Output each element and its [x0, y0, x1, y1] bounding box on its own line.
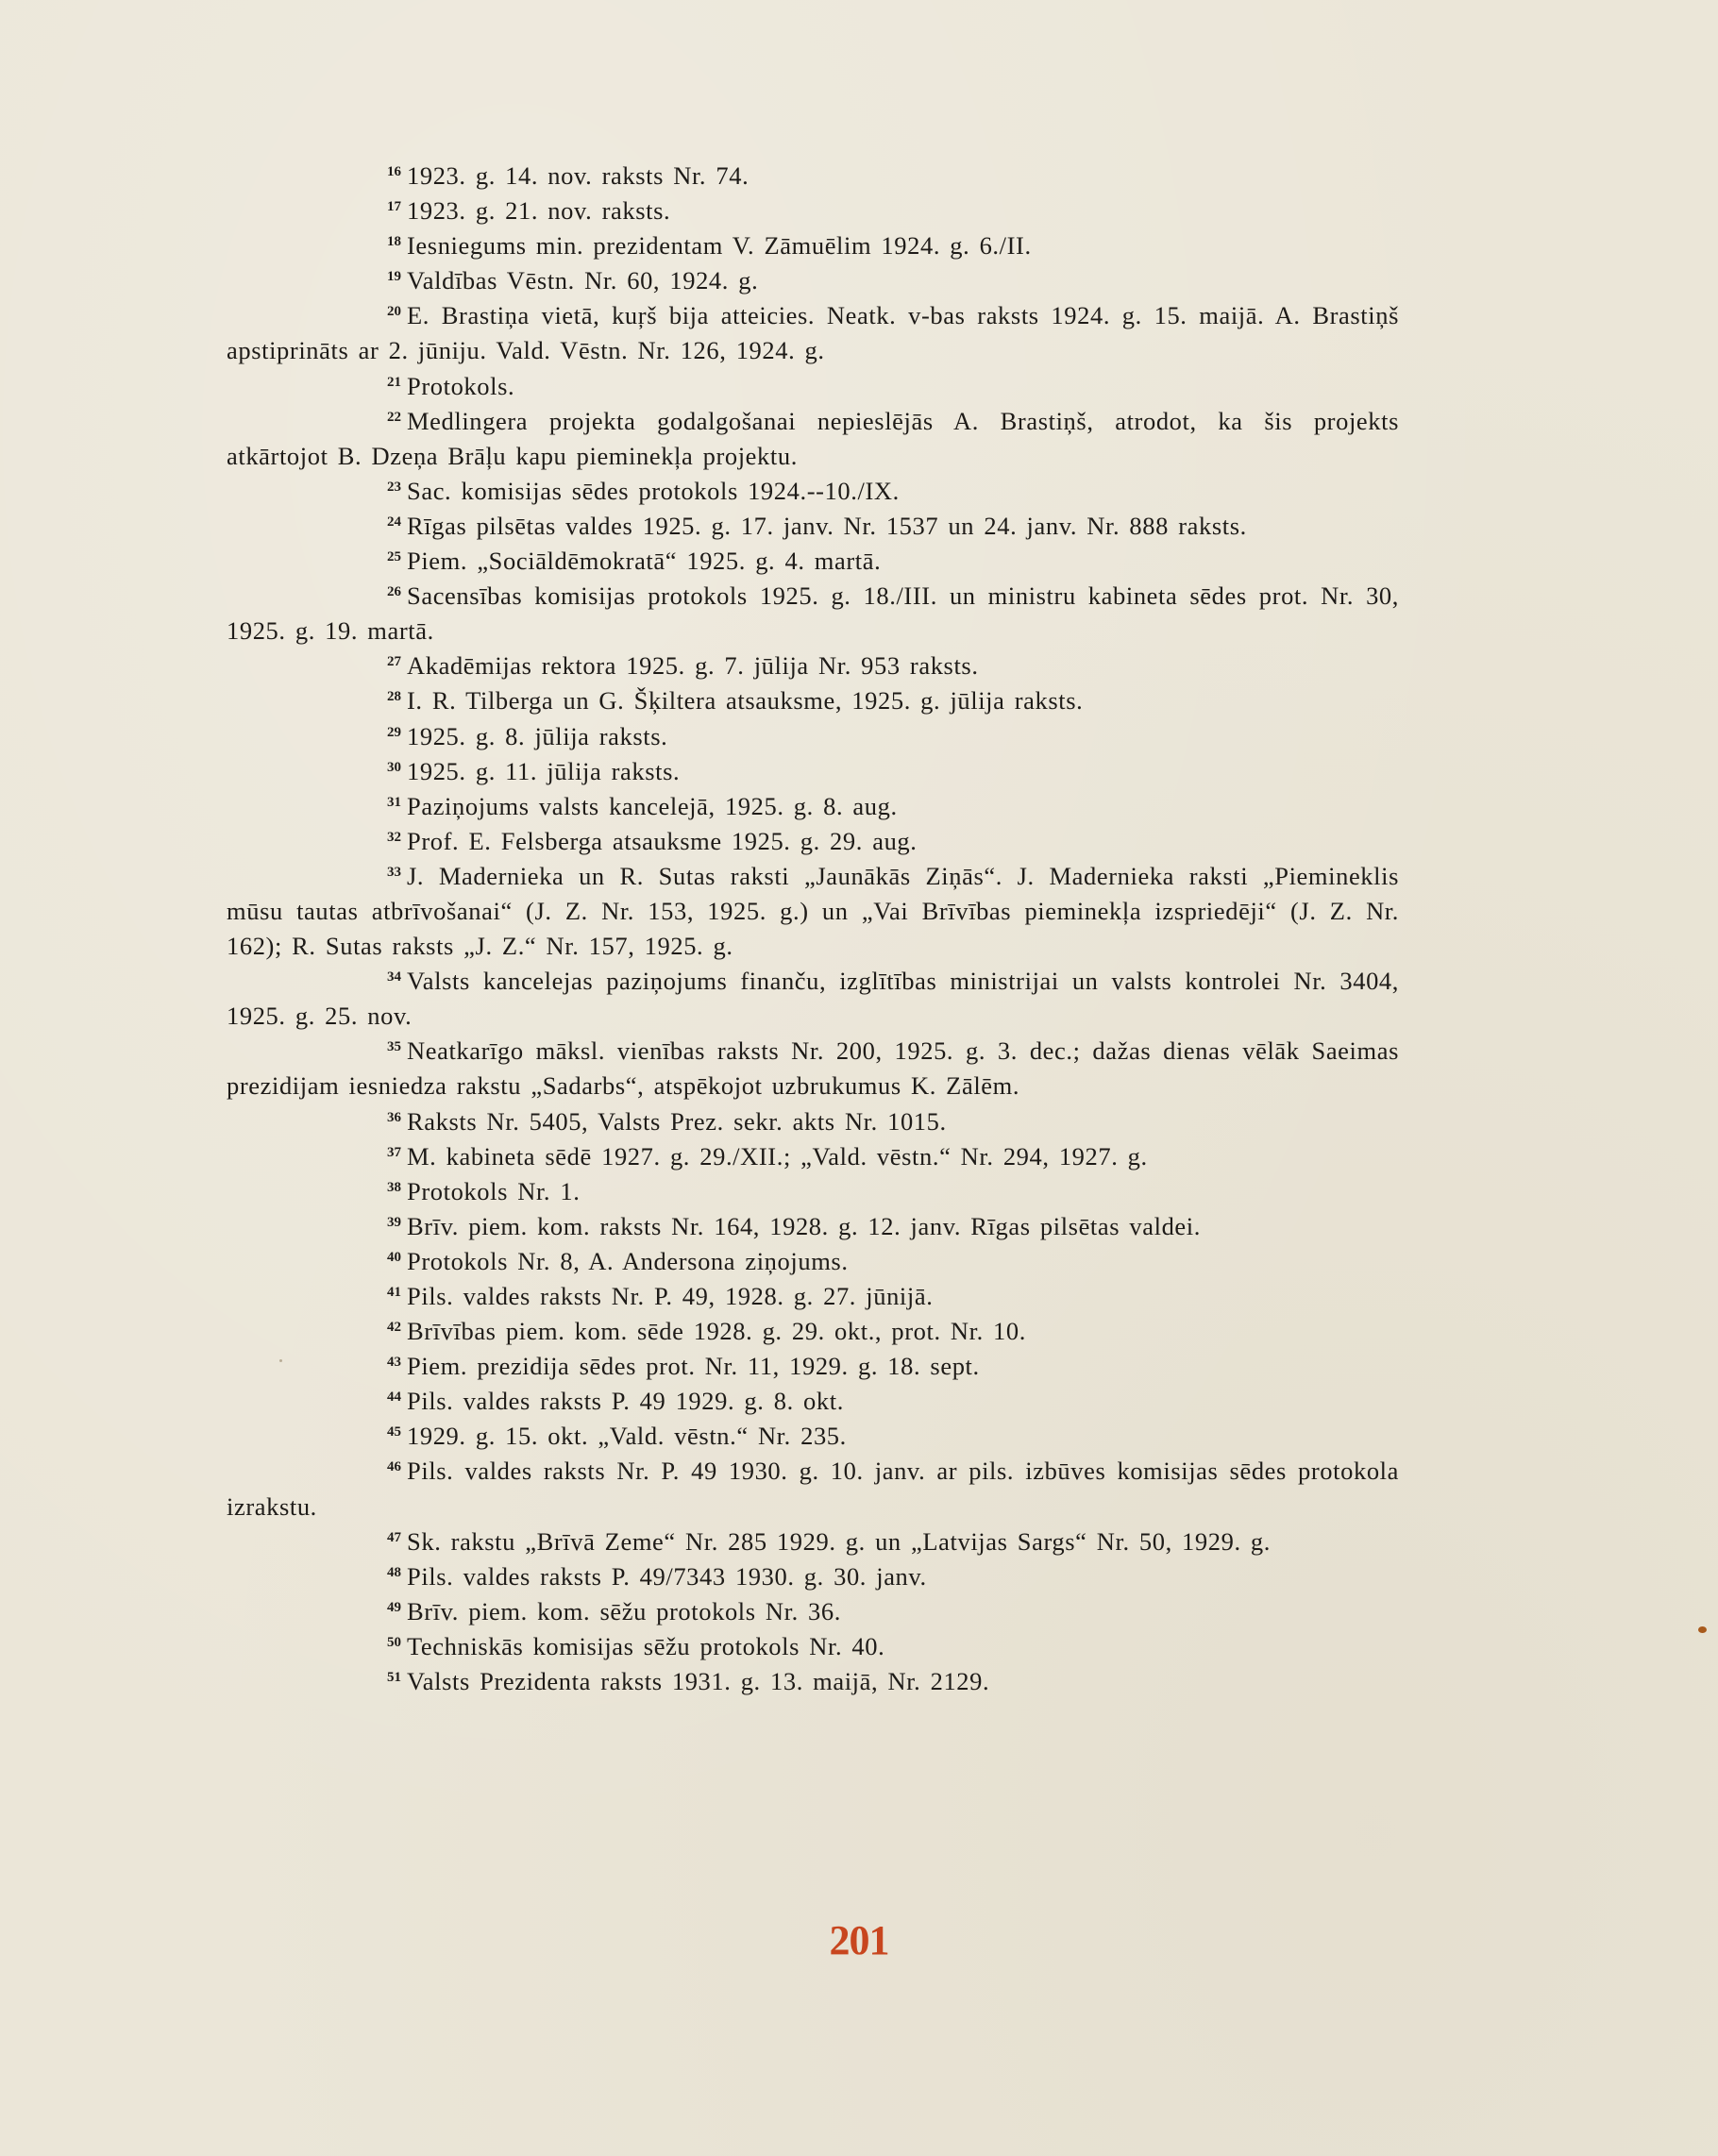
endnote-text: Techniskās komisijas sēžu protokols Nr. 40. — [407, 1631, 885, 1660]
endnote-number: 39 — [387, 1214, 401, 1230]
endnote-number: 16 — [387, 164, 401, 179]
endnote-text: Pils. valdes raksts Nr. P. 49 1930. g. 10. janv. ar pils. izbūves komisijas sēdes protokola izrakstu. — [227, 1457, 1399, 1521]
endnote-text: Iesniegums min. prezidentam V. Zāmuēlim 1924. g. 6./II. — [407, 231, 1032, 261]
endnote-text: Sac. komisijas sēdes protokols 1924.--10./IX. — [407, 476, 900, 505]
endnote-number: 44 — [387, 1390, 401, 1406]
endnote-number: 18 — [387, 234, 401, 250]
endnote-49 — [227, 1594, 1399, 1629]
endnote-number: 26 — [387, 584, 401, 600]
endnote-text: 1923. g. 21. nov. raksts. — [407, 196, 671, 226]
endnote-text: Prof. E. Felsberga atsauksme 1925. g. 29. aug. — [407, 826, 918, 855]
endnotes-list — [227, 159, 1399, 1699]
endnote-19 — [227, 263, 1399, 298]
endnote-text: 1925. g. 8. jūlija raksts. — [407, 721, 668, 750]
endnote-31 — [227, 789, 1399, 824]
endnote-number: 36 — [387, 1109, 401, 1125]
endnote-34 — [227, 964, 1399, 1034]
ink-speck — [1698, 1626, 1707, 1633]
endnote-38 — [227, 1174, 1399, 1209]
endnote-18 — [227, 228, 1399, 263]
endnote-text: 1925. g. 11. jūlija raksts. — [407, 756, 681, 785]
endnote-20 — [227, 298, 1399, 368]
endnote-number: 21 — [387, 374, 401, 390]
endnote-number: 42 — [387, 1320, 401, 1336]
endnote-51 — [227, 1664, 1399, 1699]
endnote-37 — [227, 1139, 1399, 1174]
endnote-number: 43 — [387, 1355, 401, 1371]
endnote-text: Brīv. piem. kom. raksts Nr. 164, 1928. g. 12. janv. Rīgas pilsētas valdei. — [407, 1211, 1201, 1240]
endnote-26 — [227, 579, 1399, 648]
endnote-text: Valsts Prezidenta raksts 1931. g. 13. maijā, Nr. 2129. — [407, 1667, 990, 1696]
endnote-number: 34 — [387, 969, 401, 985]
endnote-text: Sk. rakstu „Brīvā Zeme“ Nr. 285 1929. g. un „Latvijas Sargs“ Nr. 50, 1929. g. — [407, 1526, 1271, 1556]
endnote-number: 22 — [387, 409, 401, 425]
endnote-text: 1923. g. 14. nov. raksts Nr. 74. — [407, 161, 750, 190]
endnote-48 — [227, 1559, 1399, 1594]
endnote-45 — [227, 1419, 1399, 1454]
endnote-29 — [227, 719, 1399, 754]
endnote-text: Piem. prezidija sēdes prot. Nr. 11, 1929. g. 18. sept. — [407, 1352, 980, 1381]
endnote-17 — [227, 194, 1399, 228]
endnote-text: Brīvības piem. kom. sēde 1928. g. 29. okt., prot. Nr. 10. — [407, 1317, 1026, 1346]
endnote-number: 46 — [387, 1459, 401, 1475]
endnote-text: Raksts Nr. 5405, Valsts Prez. sekr. akts Nr. 1015. — [407, 1106, 947, 1136]
endnote-number: 29 — [387, 724, 401, 740]
endnote-text: 1929. g. 15. okt. „Vald. vēstn.“ Nr. 235. — [407, 1422, 847, 1451]
endnote-number: 35 — [387, 1039, 401, 1055]
endnote-24 — [227, 509, 1399, 544]
page-number: 201 — [829, 1917, 889, 1963]
endnote-text: J. Madernieka un R. Sutas raksti „Jaunākās Ziņās“. J. Madernieka raksti „Piemineklis mūsu tautas atbrīvošanai“ (J. Z. Nr. 153, 1925. g.) un „Vai Brīvības pieminekļa izspriedēji“ (J. Z. Nr. 162); R. Sutas raksts „J. Z.“ Nr. 157, 1925. g. — [227, 861, 1399, 961]
endnote-number: 17 — [387, 199, 401, 215]
endnote-28 — [227, 683, 1399, 718]
endnote-text: Protokols Nr. 8, A. Andersona ziņojums. — [407, 1246, 849, 1275]
endnote-number: 38 — [387, 1179, 401, 1195]
endnote-25 — [227, 544, 1399, 579]
endnote-text: Medlingera projekta godalgošanai nepieslējās A. Brastiņš, atrodot, ka šis projekts atkārtojot B. Dzeņa Brāļu kapu pieminekļa projektu. — [227, 406, 1399, 470]
endnote-42 — [227, 1314, 1399, 1349]
endnote-50 — [227, 1629, 1399, 1664]
endnote-number: 19 — [387, 269, 401, 285]
endnote-number: 37 — [387, 1144, 401, 1160]
endnote-number: 31 — [387, 794, 401, 810]
endnote-47 — [227, 1524, 1399, 1559]
endnote-number: 50 — [387, 1634, 401, 1650]
endnote-number: 23 — [387, 479, 401, 495]
endnote-text: Piem. „Sociāldēmokratā“ 1925. g. 4. martā. — [407, 547, 882, 576]
endnote-text: E. Brastiņa vietā, kuŗš bija atteicies. Neatk. v-bas raksts 1924. g. 15. maijā. A. Brastiņš apstiprināts ar 2. jūniju. Vald. Vēstn. Nr. 126, 1924. g. — [227, 301, 1399, 365]
endnote-text: Pils. valdes raksts Nr. P. 49, 1928. g. 27. jūnijā. — [407, 1282, 934, 1310]
endnote-text: Pils. valdes raksts P. 49 1929. g. 8. okt. — [407, 1387, 844, 1416]
endnote-36 — [227, 1104, 1399, 1139]
endnote-32 — [227, 824, 1399, 859]
endnote-39 — [227, 1209, 1399, 1244]
endnote-text: I. R. Tilberga un G. Šķiltera atsauksme, 1925. g. jūlija raksts. — [407, 686, 1084, 716]
endnote-27 — [227, 648, 1399, 683]
endnote-35 — [227, 1034, 1399, 1103]
endnote-44 — [227, 1384, 1399, 1419]
endnote-text: Akadēmijas rektora 1925. g. 7. jūlija Nr. 953 raksts. — [407, 651, 979, 681]
endnote-text: M. kabineta sēdē 1927. g. 29./XII.; „Vald. vēstn.“ Nr. 294, 1927. g. — [407, 1141, 1148, 1171]
endnote-number: 28 — [387, 689, 401, 705]
endnote-number: 25 — [387, 549, 401, 565]
endnote-number: 24 — [387, 514, 401, 530]
endnote-number: 20 — [387, 304, 401, 320]
endnote-41 — [227, 1279, 1399, 1314]
endnote-text: Neatkarīgo māksl. vienības raksts Nr. 200, 1925. g. 3. dec.; dažas dienas vēlāk Saeimas prezidijam iesniedza rakstu „Sadarbs“, atspēkojot uzbrukumus K. Zālēm. — [227, 1036, 1399, 1101]
endnote-text: Protokols. — [407, 371, 515, 400]
endnote-number: 30 — [387, 759, 401, 775]
endnote-text: Paziņojums valsts kancelejā, 1925. g. 8. aug. — [407, 791, 898, 820]
endnote-23 — [227, 474, 1399, 509]
endnote-number: 51 — [387, 1670, 401, 1686]
endnote-text: Brīv. piem. kom. sēžu protokols Nr. 36. — [407, 1596, 841, 1625]
endnote-number: 45 — [387, 1424, 401, 1440]
endnote-22 — [227, 404, 1399, 474]
endnote-text: Valdības Vēstn. Nr. 60, 1924. g. — [407, 266, 759, 295]
endnote-text: Sacensības komisijas protokols 1925. g. 18./III. un ministru kabineta sēdes prot. Nr. 30, 1925. g. 19. martā. — [227, 581, 1399, 646]
endnote-21 — [227, 369, 1399, 404]
endnote-16 — [227, 159, 1399, 194]
endnote-number: 40 — [387, 1249, 401, 1265]
endnote-number: 32 — [387, 829, 401, 845]
endnote-33 — [227, 859, 1399, 964]
endnote-30 — [227, 754, 1399, 789]
endnote-number: 41 — [387, 1285, 401, 1300]
endnote-40 — [227, 1244, 1399, 1279]
endnote-number: 48 — [387, 1564, 401, 1580]
endnote-number: 27 — [387, 654, 401, 670]
endnote-text: Protokols Nr. 1. — [407, 1176, 581, 1205]
endnote-number: 33 — [387, 864, 401, 880]
endnote-text: Valsts kancelejas paziņojums finanču, izglītības ministrijai un valsts kontrolei Nr. 3404, 1925. g. 25. nov. — [227, 967, 1399, 1031]
endnote-46 — [227, 1454, 1399, 1524]
endnote-text: Pils. valdes raksts P. 49/7343 1930. g. 30. janv. — [407, 1561, 927, 1591]
endnote-number: 47 — [387, 1529, 401, 1545]
paper-speck — [279, 1359, 282, 1362]
endnote-43 — [227, 1349, 1399, 1384]
endnote-number: 49 — [387, 1599, 401, 1615]
endnote-text: Rīgas pilsētas valdes 1925. g. 17. janv. Nr. 1537 un 24. janv. Nr. 888 raksts. — [407, 511, 1247, 540]
